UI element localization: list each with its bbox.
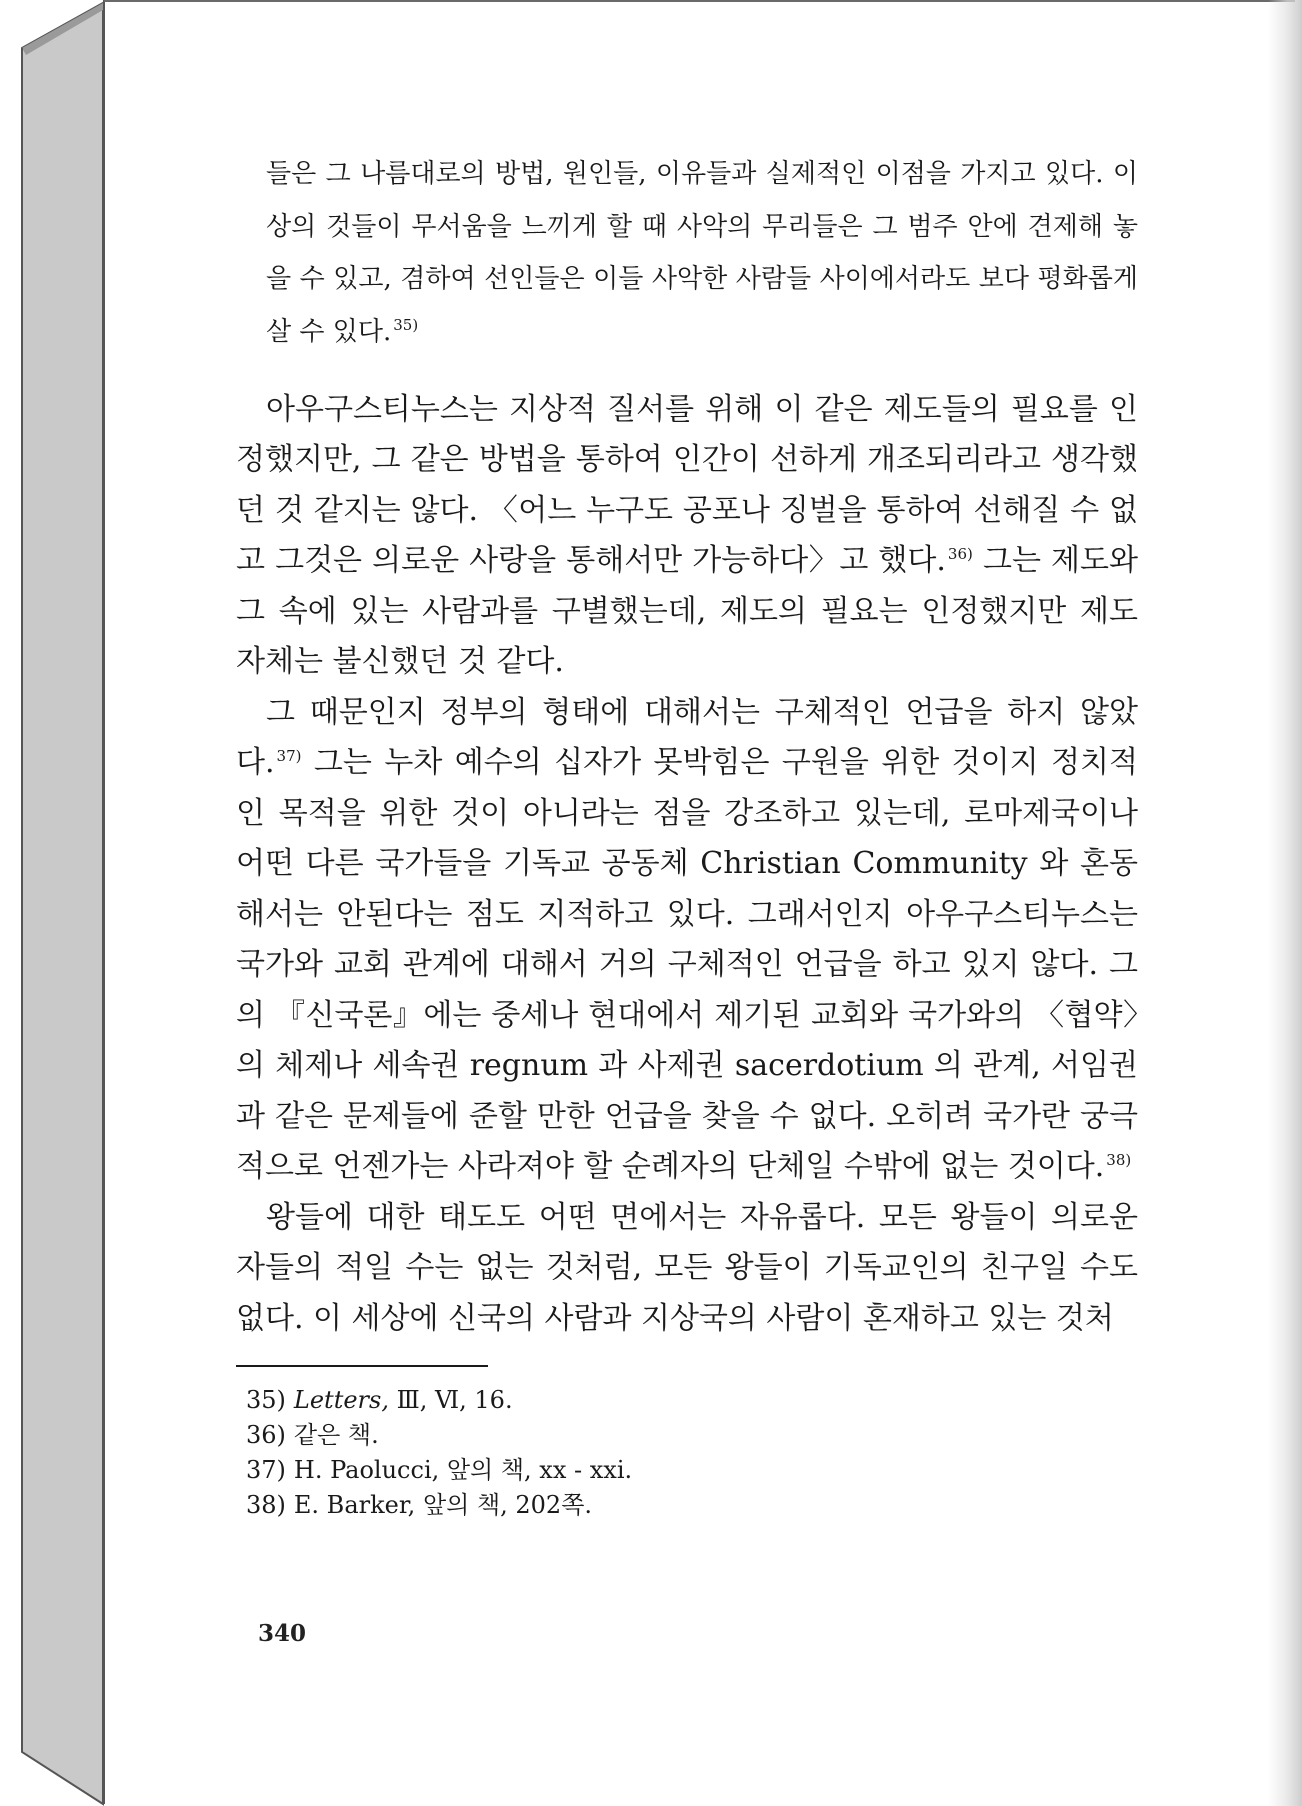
footnote-ref-35: 35) (393, 316, 419, 335)
footnote-ref-37: 37) (276, 747, 302, 766)
footnote-divider (236, 1365, 488, 1367)
block-quote (236, 148, 1138, 359)
footnote-35: 35) Letters, Ⅲ, Ⅵ, 16. (246, 1386, 513, 1415)
body-text (236, 385, 1138, 1345)
body-paragraph-1: 아우구스티누스는 지상적 질서를 위해 이 같은 제도들의 필요를 인정했지만, 그 같은 방법을 통하여 인간이 선하게 개조되리라고 생각했던 것 같지는 않다. 〈어느 누구도 공포나 징벌을 통하여 선해질 수 없고 그것은 의로운 사랑을 통해서만 가능하다〉고 했다. $^{36)}$ 그는 제도와 그 속에 있는 사람과를 구별했는데, 제도의 필요는 인정했지만 제도 자체는 불신했던 것 같다. (236, 391, 1138, 680)
page-text (236, 148, 1138, 1523)
footnotes (236, 1383, 1138, 1523)
body-paragraph-2: 그 때문인지 정부의 형태에 대해서는 구체적인 언급을 하지 않았다. $^{37)}$ 그는 누차 예수의 십자가 못박힘은 구원을 위한 것이지 정치적인 목적을 위한 것이 아니라는 점을 강조하고 있는데, 로마제국이나 어떤 다른 국가들을 기독교 공동체 Christian Community 와 혼동해서는 안된다는 점도 지적하고 있다. 그래서인지 아우구스티누스는 국가와 교회 관계에 대해서 거의 구체적인 언급을 하고 있지 않다. 그의 『신국론』에는 중세나 현대에서 제기된 교회와 국가와의 〈협약〉의 체제나 세속권 regnum 과 사제권 sacerdotium 의 관계, 서임권과 같은 문제들에 준할 만한 언급을 찾을 수 없다. 오히려 국가란 궁극적으로 언젠가는 사라져야 할 순례자의 단체일 수밖에 없는 것이다. $^{38)}$ (236, 694, 1138, 1185)
footnote-ref-38: 38) (1106, 1151, 1132, 1170)
book-spine (0, 0, 110, 1806)
footnote-36: 36) 같은 책. (246, 1421, 379, 1450)
page-edge-shadow (1268, 0, 1302, 1806)
footnote-37: 37) H. Paolucci, 앞의 책, xx - xxi. (246, 1456, 633, 1485)
page-number: 340 (258, 1620, 307, 1647)
footnote-ref-36: 36) (947, 545, 973, 564)
footnote-38: 38) E. Barker, 앞의 책, 202쪽. (246, 1491, 593, 1520)
quote-paragraph: 들은 그 나름대로의 방법, 원인들, 이유들과 실제적인 이점을 가지고 있다. 이상의 것들이 무서움을 느끼게 할 때 사악의 무리들은 그 범주 안에 견제해 놓을 수 있고, 겸하여 선인들은 이들 사악한 사람들 사이에서라도 보다 평화롭게 살 수 있다. $^{35)}$ (266, 159, 1138, 348)
body-paragraph-3: 왕들에 대한 태도도 어떤 면에서는 자유롭다. 모든 왕들이 의로운 자들의 적일 수는 없는 것처럼, 모든 왕들이 기독교인의 친구일 수도 없다. 이 세상에 신국의 사람과 지상국의 사람이 혼재하고 있는 것처 (236, 1199, 1138, 1336)
